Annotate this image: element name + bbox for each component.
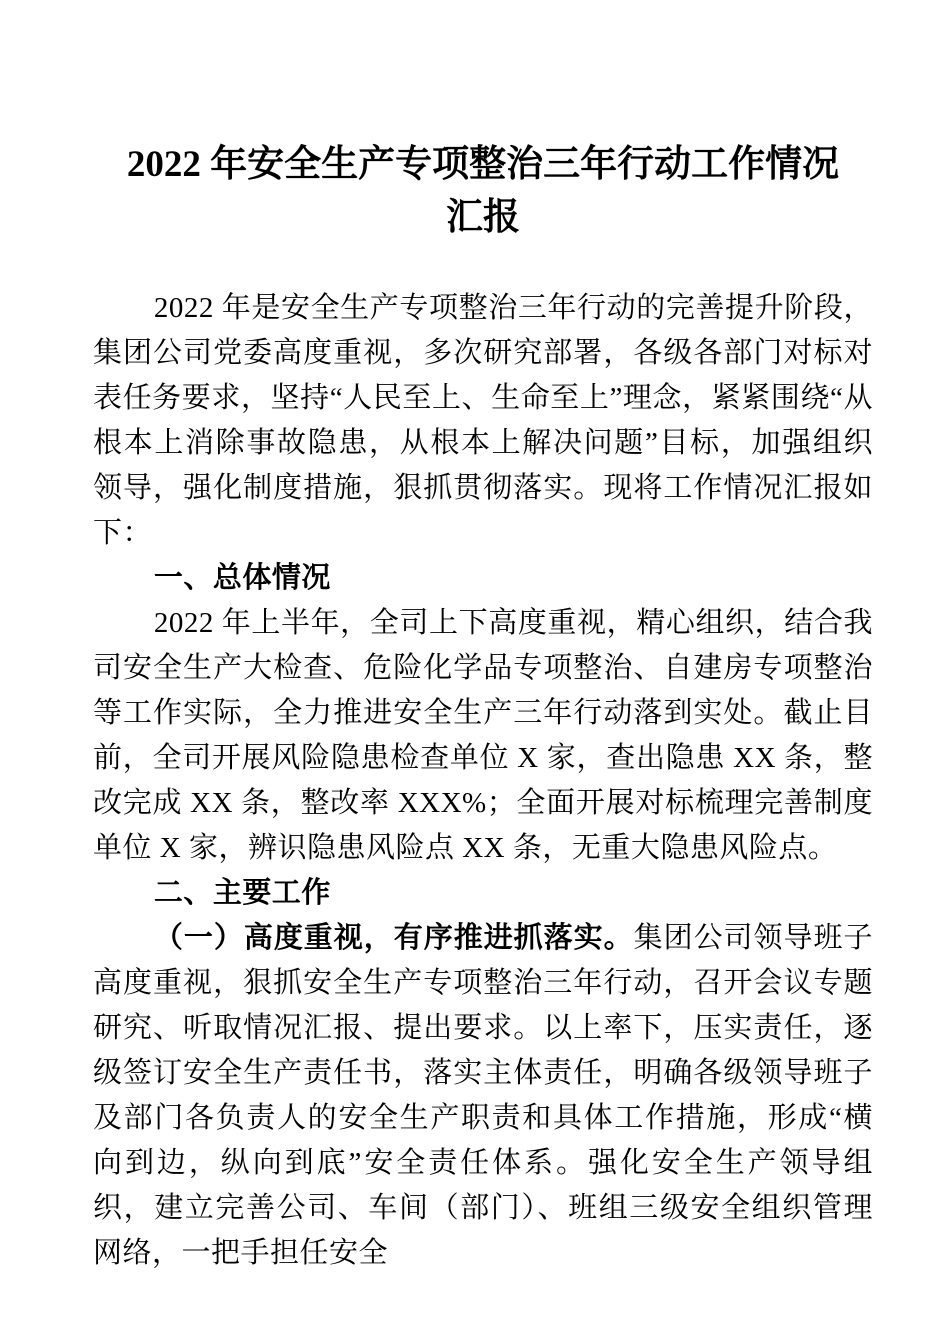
document-title: 2022 年安全生产专项整治三年行动工作情况汇报 (126, 144, 840, 238)
subsection-1-body: 集团公司领导班子高度重视，狠抓安全生产专项整治三年行动，召开会议专题研究、听取情况汇报、提出要求。以上率下，压实责任，逐级签订安全生产责任书，落实主体责任，明确各级领导班子及部门各负责人的安全生产职责和具体工作措施，形成“横向到边，纵向到底”安全责任体系。强化安全生产领导组织，建立完善公司、车间（部门）、班组三级安全组织管理网络，一把手担任安全 (93, 922, 873, 1269)
section-2-subsection-1-paragraph (93, 916, 873, 1276)
section-1-heading: 一、总体情况 (153, 562, 331, 594)
section-1-paragraph: 2022 年上半年，全司上下高度重视，精心组织，结合我司安全生产大检查、危险化学品专项整治、自建房专项整治等工作实际，全力推进安全生产三年行动落到实处。截止目前，全司开展风险隐患检查单位 X 家，查出隐患 XX 条，整改完成 XX 条，整改率 XXX%；全面开展对标梳理完善制度单位 X 家，辨识隐患风险点 XX 条，无重大隐患风险点。 (93, 607, 873, 864)
section-2-heading: 二、主要工作 (153, 877, 331, 909)
subsection-1-lead: （一）高度重视，有序推进抓落实。 (153, 922, 634, 954)
intro-paragraph: 2022 年是安全生产专项整治三年行动的完善提升阶段，集团公司党委高度重视，多次研究部署，各级各部门对标对表任务要求，坚持“人民至上、生命至上”理念，紧紧围绕“从根本上消除事故隐患，从根本上解决问题”目标，加强组织领导，强化制度措施，狠抓贯彻落实。现将工作情况汇报如下： (93, 292, 873, 549)
